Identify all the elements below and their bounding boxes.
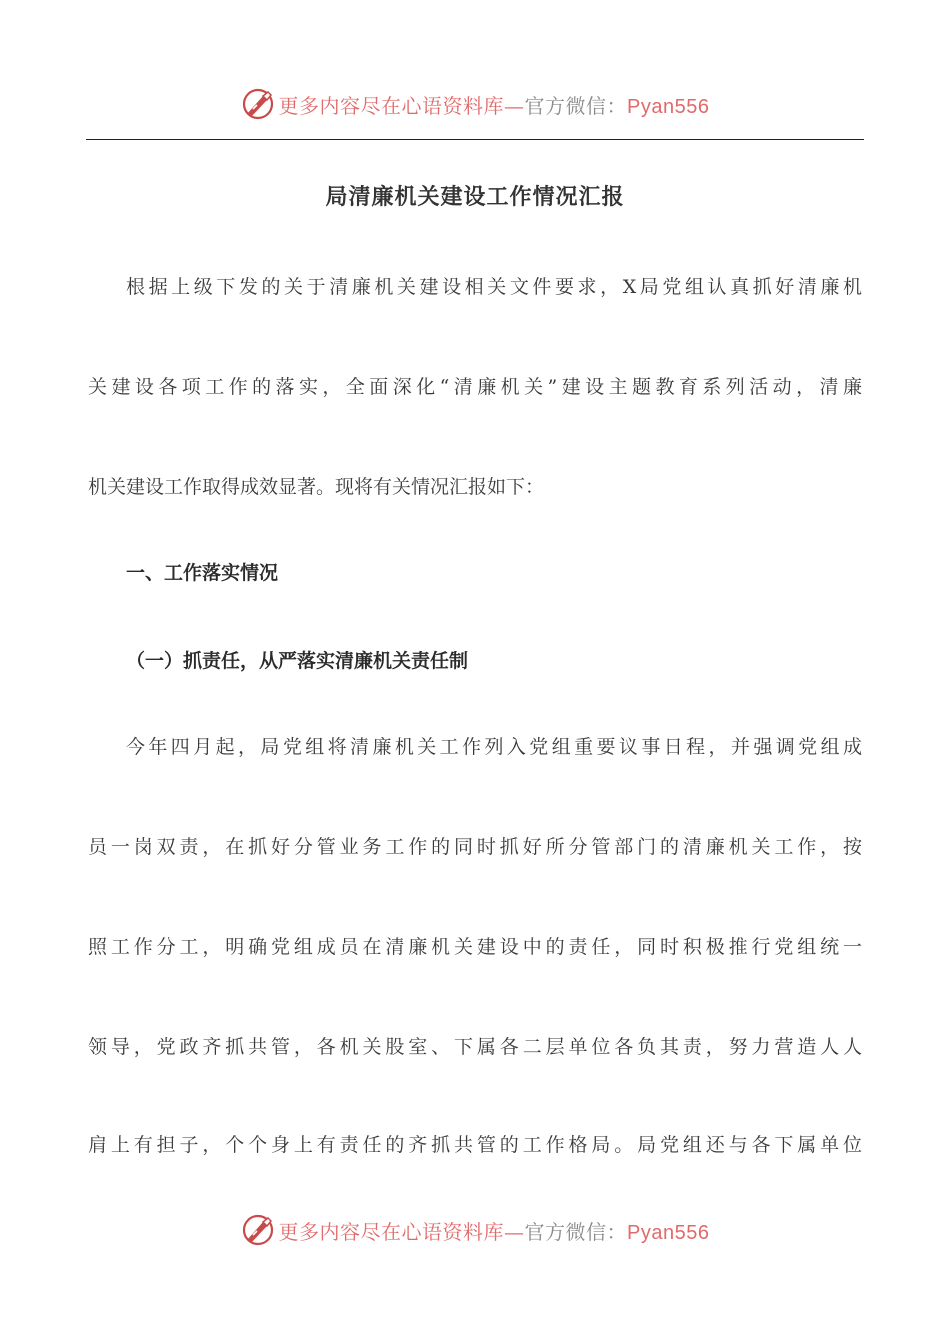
footer-banner (0, 1210, 950, 1250)
header-divider (86, 139, 864, 140)
intro-line-1: 根据上级下发的关于清廉机关建设相关文件要求，X局党组认真抓好清廉机 (126, 276, 862, 298)
footer-banner-text (279, 1216, 710, 1245)
footer-wechat-label: 官方微信： (524, 1219, 628, 1244)
body-line-4: 领导，党政齐抓共管，各机关股室、下属各二层单位各负其责，努力营造人人 (88, 1036, 862, 1058)
document-title: 局清廉机关建设工作情况汇报 (325, 184, 625, 210)
pen-nib-logo-icon (241, 87, 275, 121)
body-line-1: 今年四月起，局党组将清廉机关工作列入党组重要议事日程，并强调党组成 (126, 736, 862, 758)
header-wechat-label: 官方微信： (524, 93, 628, 118)
header-dash: — (504, 93, 525, 118)
header-wechat-id: Pyan556 (627, 95, 710, 118)
footer-dash: — (504, 1219, 525, 1244)
body-line-2: 员一岗双责，在抓好分管业务工作的同时抓好所分管部门的清廉机关工作，按 (88, 836, 862, 858)
intro-line-2: 关建设各项工作的落实，全面深化“清廉机关”建设主题教育系列活动，清廉 (88, 376, 862, 398)
section-heading: 一、工作落实情况 (126, 562, 279, 584)
footer-wechat-id: Pyan556 (627, 1221, 710, 1244)
header-banner-text (279, 90, 710, 119)
header-banner (0, 84, 950, 124)
header-brand: 更多内容尽在心语资料库 (278, 93, 505, 118)
body-line-5: 肩上有担子，个个身上有责任的齐抓共管的工作格局。局党组还与各下属单位 (88, 1134, 862, 1156)
footer-brand: 更多内容尽在心语资料库 (278, 1219, 505, 1244)
subsection-heading: （一）抓责任，从严落实清廉机关责任制 (126, 650, 469, 672)
intro-line-3: 机关建设工作取得成效显著。现将有关情况汇报如下： (88, 476, 545, 498)
pen-nib-logo-icon (241, 1213, 275, 1247)
body-line-3: 照工作分工，明确党组成员在清廉机关建设中的责任，同时积极推行党组统一 (88, 936, 862, 958)
